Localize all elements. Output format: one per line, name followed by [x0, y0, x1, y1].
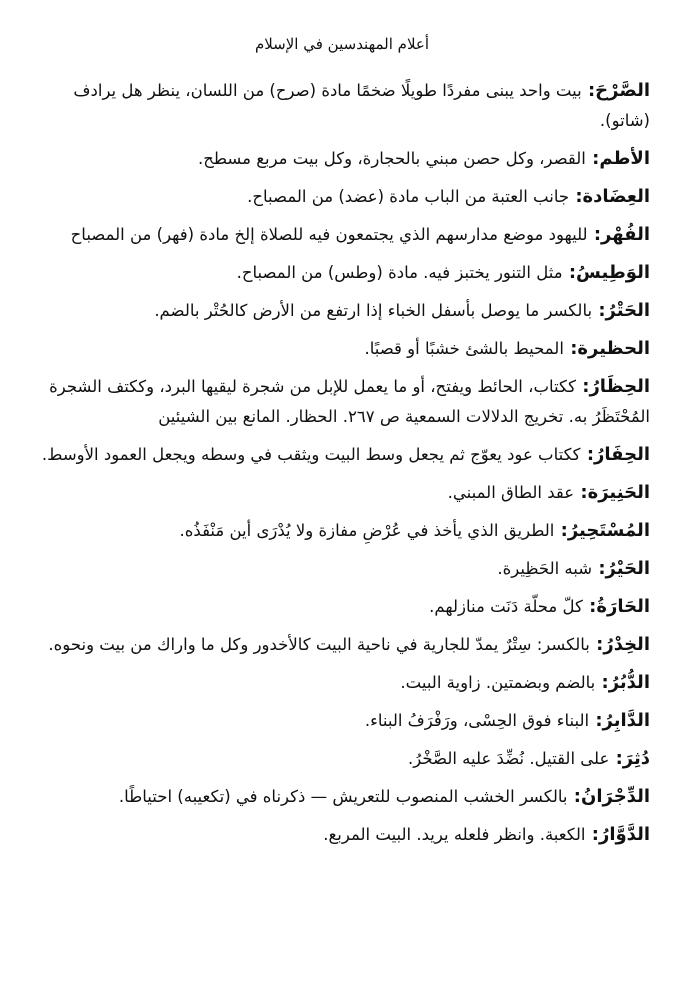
entry-definition: شبه الحَظِيرة. [497, 559, 593, 578]
glossary-entry: الدَّابِرُ: البناء فوق الحِسْى، ورَفْرَفُ البناء. [364, 710, 650, 731]
entry-definition: لليهود موضع مدارسهم الذي يجتمعون فيه للصلاة إلخ مادة (فهر) من المصباح [70, 225, 588, 244]
entry-term: المُسْتَحِيرُ [567, 520, 650, 541]
glossary-entry: الخِدْرُ: بالكسر: سِتْرٌ يمدّ للجارية في ناحية البيت كالأخدور وكل ما واراك من بيت ونحوه. [48, 634, 650, 655]
entry-definition: بالكسر: سِتْرٌ يمدّ للجارية في ناحية البيت كالأخدور وكل ما واراك من بيت ونحوه. [48, 635, 590, 654]
glossary-entry: الحَتْرُ: بالكسر ما يوصل بأسفل الخباء إذا ارتفع من الأرض كالحُتْر بالضم. [154, 300, 650, 321]
glossary-entry: الحَنِيرَة: عقد الطاق المبني. [447, 482, 650, 503]
entry-term: دُثِرَ [622, 748, 650, 769]
entry-term: الحِظَارُ [589, 376, 650, 397]
glossary-entry: الدُّبُرُ: بالضم وبضمتين. زاوية البيت. [400, 672, 650, 693]
glossary-list [34, 76, 650, 850]
glossary-entry: الحِفَارُ: ككتاب عود يعوّج ثم يجعل وسط البيت ويثقب في وسطه ويجعل العمود الأوسط. [41, 444, 650, 465]
glossary-entry: المُسْتَحِيرُ: الطريق الذي يأخذ في عُرْضِ مفازة ولا يُدْرَى أين مَنْفَذُه. [179, 520, 650, 541]
entry-term: الحِفَارُ [594, 444, 650, 465]
glossary-entry: العِضَادة: جانب العتبة من الباب مادة (عضد) من المصباح. [247, 186, 650, 207]
entry-definition: ككتاب، الحائط ويفتح، أو ما يعمل للإبل من شجرة ليقيها البرد، وككتف الشجرة المُحْتَظَرُ به. تخريج الدلالات السمعية ص ٢٦٧. الحظار. المانع بين الشيئين [49, 377, 650, 426]
entry-definition: الطريق الذي يأخذ في عُرْضِ مفازة ولا يُدْرَى أين مَنْفَذُه. [179, 521, 555, 540]
glossary-entry: الحظيرة: المحيط بالشئ خشبًا أو قصبًا. [364, 338, 650, 359]
entry-term: الحظيرة [577, 338, 650, 359]
glossary-entry: الأطم: القصر، وكل حصن مبني بالحجارة، وكل بيت مربع مسطح. [197, 148, 650, 169]
glossary-entry: دُثِرَ: على القتيل. نُضِّدَ عليه الصَّخْرُ. [408, 748, 650, 769]
glossary-entry: الدَّوَّارُ: الكعبة. وانظر فلعله يريد. البيت المربع. [323, 824, 650, 845]
entry-term: الصَّرْحَ [595, 80, 650, 101]
entry-definition: بالضم وبضمتين. زاوية البيت. [400, 673, 596, 692]
glossary-entry: الفُهْر: لليهود موضع مدارسهم الذي يجتمعون فيه للصلاة إلخ مادة (فهر) من المصباح [70, 224, 650, 245]
entry-definition: الكعبة. وانظر فلعله يريد. البيت المربع. [323, 825, 586, 844]
glossary-entry: الدِّجْرَانُ: بالكسر الخشب المنصوب للتعريش — ذكرناه في (تكعيبه) احتياطًا. [118, 786, 650, 807]
entry-definition: على القتيل. نُضِّدَ عليه الصَّخْرُ. [408, 749, 610, 768]
glossary-entry: الصَّرْحَ: بيت واحد يبنى مفردًا طويلًا ضخمًا مادة (صرح) من اللسان، ينظر هل يرادف (شاتو). [73, 80, 650, 130]
entry-definition: كلّ محلّة دَنَت منازلهم. [429, 597, 583, 616]
entry-definition: بيت واحد يبنى مفردًا طويلًا ضخمًا مادة (صرح) من اللسان، ينظر هل يرادف (شاتو). [73, 81, 650, 130]
entry-definition: بالكسر ما يوصل بأسفل الخباء إذا ارتفع من الأرض كالحُتْر بالضم. [154, 301, 593, 320]
entry-definition: عقد الطاق المبني. [447, 483, 575, 502]
entry-term: الفُهْر [601, 224, 650, 245]
entry-term: الحَيْرُ [605, 558, 650, 579]
entry-term: العِضَادة [582, 186, 650, 207]
entry-term: الدَّوَّارُ [598, 824, 650, 845]
entry-definition: جانب العتبة من الباب مادة (عضد) من المصباح. [247, 187, 570, 206]
entry-term: الأطم [599, 148, 650, 169]
entry-term: الوَطِيسُ [576, 262, 650, 283]
entry-term: الدَّابِرُ [602, 710, 650, 731]
entry-definition: مثل التنور يختبز فيه. مادة (وطس) من المصباح. [236, 263, 563, 282]
glossary-entry: الحَيْرُ: شبه الحَظِيرة. [497, 558, 650, 579]
glossary-entry: الحَارَةُ: كلّ محلّة دَنَت منازلهم. [429, 596, 650, 617]
entry-term: الحَنِيرَة [587, 482, 650, 503]
entry-term: الخِدْرُ [603, 634, 650, 655]
entry-definition: القصر، وكل حصن مبني بالحجارة، وكل بيت مربع مسطح. [197, 149, 586, 168]
entry-definition: البناء فوق الحِسْى، ورَفْرَفُ البناء. [364, 711, 590, 730]
glossary-entry: الوَطِيسُ: مثل التنور يختبز فيه. مادة (وطس) من المصباح. [236, 262, 650, 283]
entry-term: الحَارَةُ [596, 596, 650, 617]
entry-definition: ككتاب عود يعوّج ثم يجعل وسط البيت ويثقب في وسطه ويجعل العمود الأوسط. [41, 445, 581, 464]
entry-definition: بالكسر الخشب المنصوب للتعريش — ذكرناه في (تكعيبه) احتياطًا. [118, 787, 568, 806]
glossary-entry: الحِظَارُ: ككتاب، الحائط ويفتح، أو ما يعمل للإبل من شجرة ليقيها البرد، وككتف الشجرة المُحْتَظَرُ به. تخريج الدلالات السمعية ص ٢٦٧. الحظار. المانع بين الشيئين [49, 376, 650, 426]
entry-definition: المحيط بالشئ خشبًا أو قصبًا. [364, 339, 564, 358]
entry-term: الحَتْرُ [605, 300, 650, 321]
entry-term: الدِّجْرَانُ [580, 786, 650, 807]
running-header: أعلام المهندسين في الإسلام [254, 35, 430, 53]
entry-term: الدُّبُرُ [608, 672, 650, 693]
